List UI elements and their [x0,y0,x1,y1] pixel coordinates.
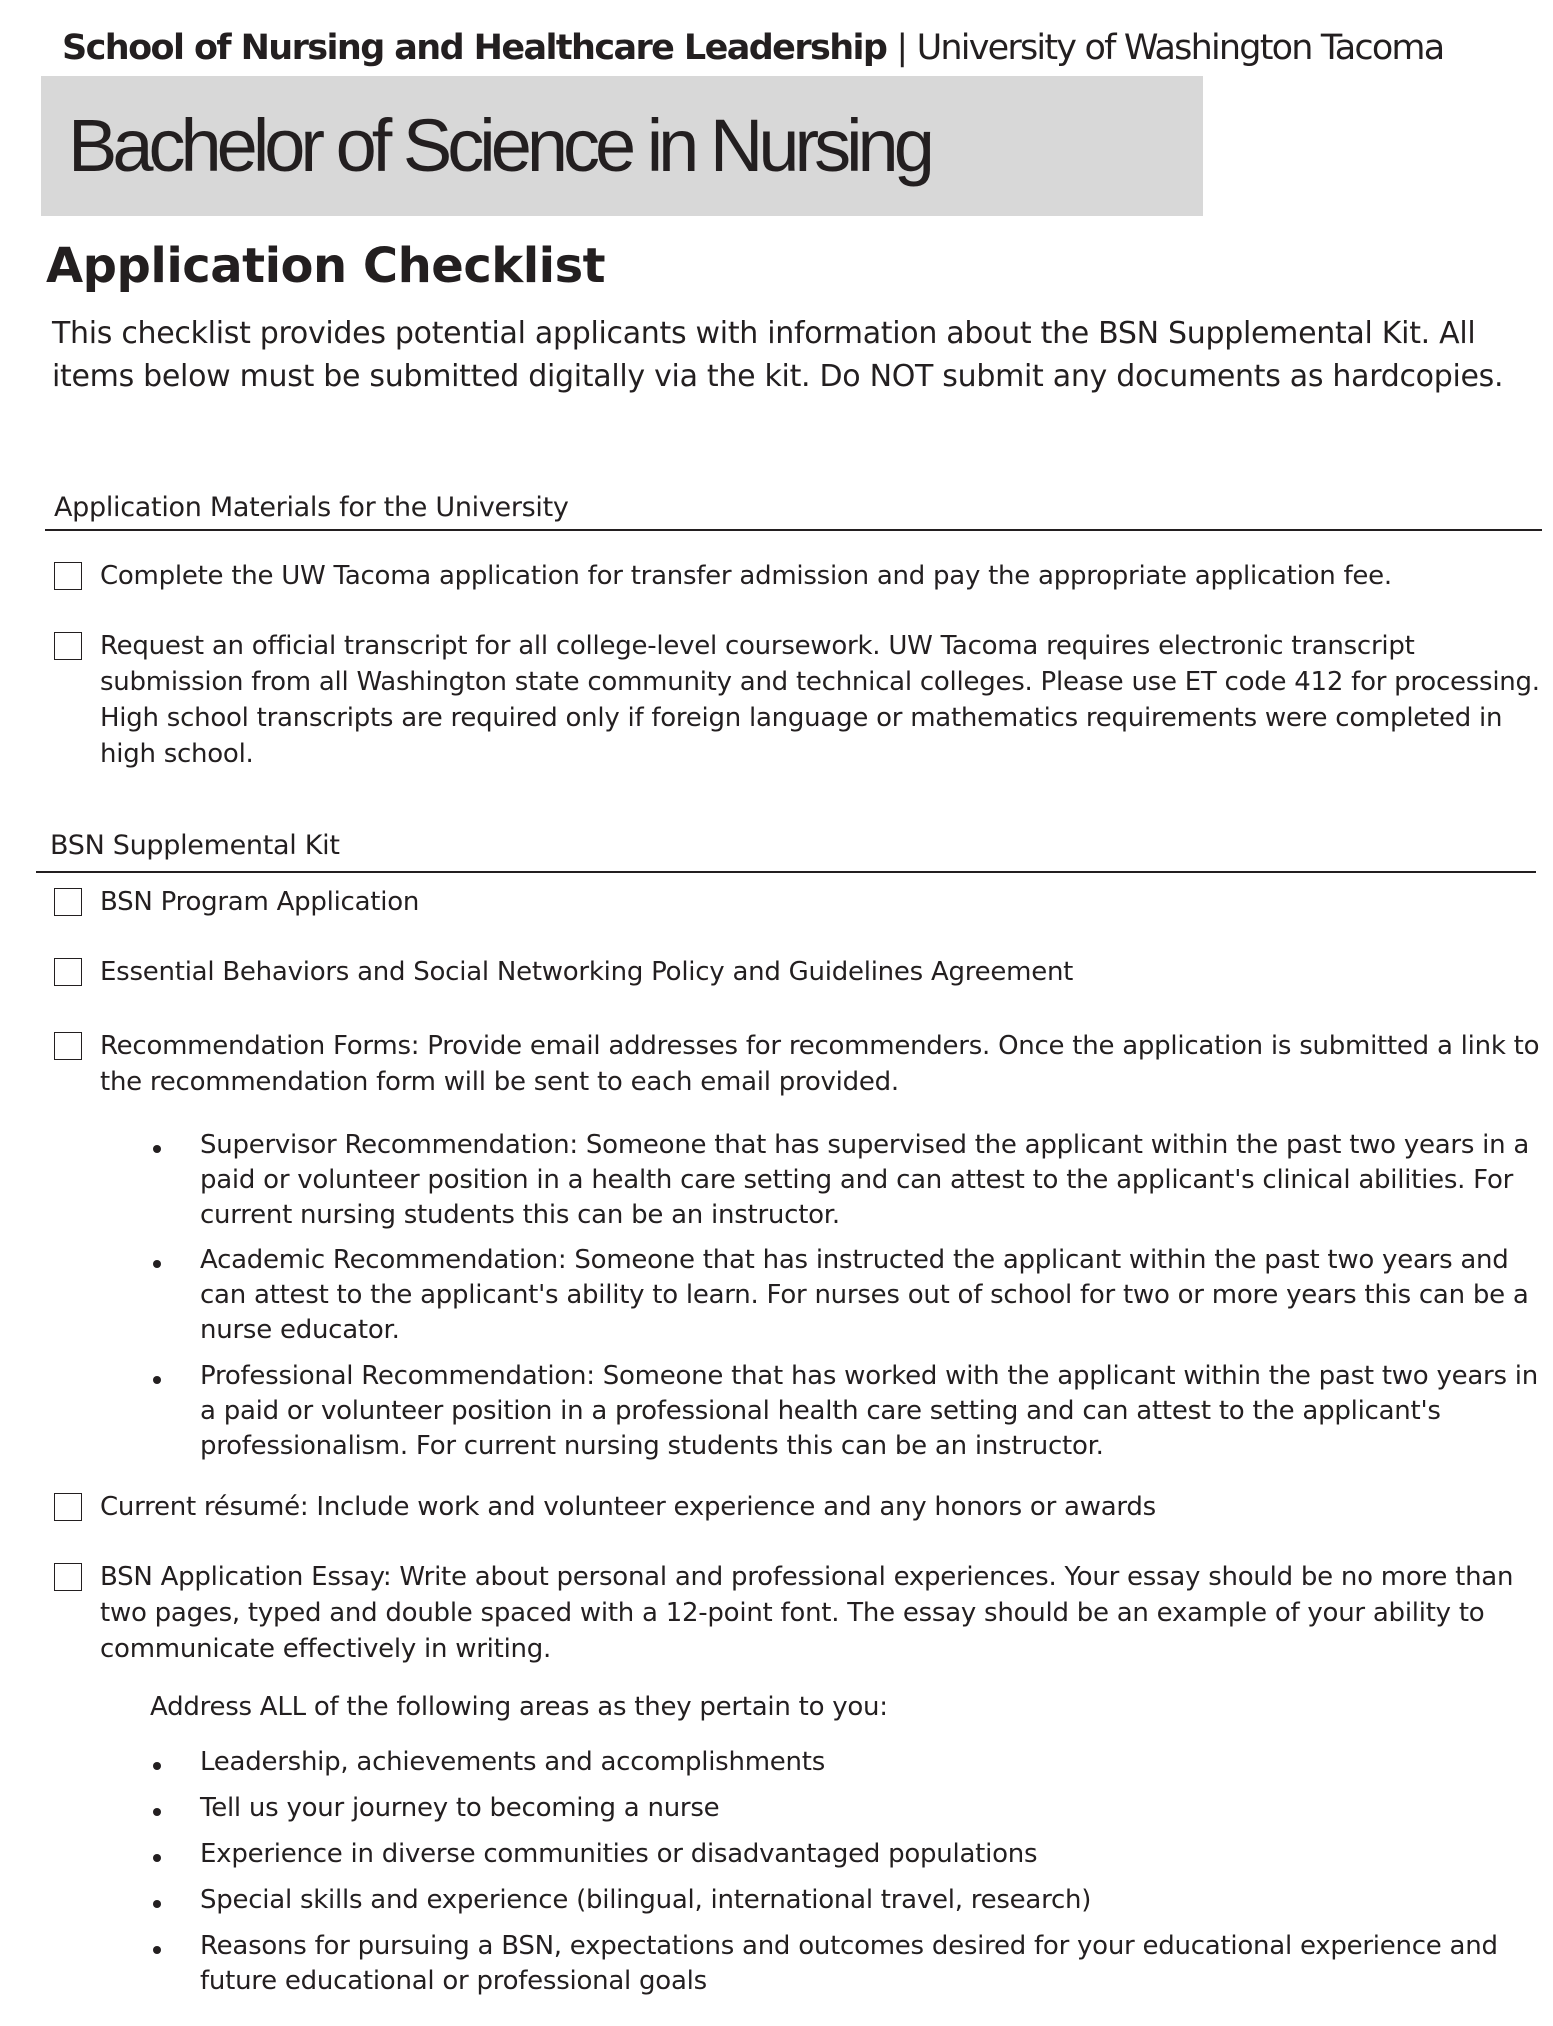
header-separator: | [896,28,907,68]
bullet-icon [153,1376,161,1384]
checkbox-application-essay[interactable] [54,1563,82,1591]
university-name: University of Washington Tacoma [916,28,1444,68]
recommendation-bullet: Academic Recommendation: Someone that has instructed the applicant within the past two years and can attest to the applicant's ability to learn. For nurses out of school for two or more years this can be a nurse educator. [200,1245,1529,1345]
page-title: Application Checklist [46,238,606,294]
bullet-icon [153,1946,161,1954]
school-name: School of Nursing and Healthcare Leadership [62,28,887,68]
essay-topic-bullet: Experience in diverse communities or disadvantaged populations [200,1839,1038,1869]
bullet-icon [153,1854,161,1862]
bullet-icon [153,1808,161,1816]
checklist-item-text: BSN Application Essay: Write about personal and professional experiences. Your essay should be no more than two pages, typed and double spaced with a 12-point font. The essay should be an example of your ability to communicate effectively in writing. [100,1562,1514,1664]
program-title: Bachelor of Science in Nursing [68,104,930,187]
checkbox-bsn-program-application[interactable] [54,888,82,916]
bullet-icon [153,1762,161,1770]
checkbox-transcript[interactable] [54,632,82,660]
section-heading-university: Application Materials for the University [54,492,569,523]
essay-subheading: Address ALL of the following areas as they pertain to you: [150,1692,888,1722]
checkbox-resume[interactable] [54,1493,82,1521]
checkbox-essential-behaviors[interactable] [54,958,82,986]
recommendation-bullet: Professional Recommendation: Someone that has worked with the applicant within the past two years in a paid or volunteer position in a professional health care setting and can attest to the applicant's professionalism. For current nursing students this can be an instructor. [200,1361,1538,1461]
checkbox-recommendation-forms[interactable] [54,1032,82,1060]
document-header [62,28,1443,68]
checklist-item-text: Current résumé: Include work and volunteer experience and any honors or awards [100,1492,1156,1522]
checklist-item-text: Recommendation Forms: Provide email addresses for recommenders. Once the application is submitted a link to the recommendation form will be sent to each email provided. [100,1031,1540,1097]
bullet-icon [153,1145,161,1153]
checklist-item-text: Essential Behaviors and Social Networking Policy and Guidelines Agreement [100,957,1074,987]
checkbox-uw-application[interactable] [54,562,82,590]
essay-topic-bullet: Special skills and experience (bilingual, international travel, research) [200,1885,1092,1915]
recommendation-bullet: Supervisor Recommendation: Someone that has supervised the applicant within the past two years in a paid or volunteer position in a health care setting and can attest to the applicant's clinical abilities. For current nursing students this can be an instructor. [200,1130,1530,1230]
bullet-icon [153,1260,161,1268]
checklist-item-text: Complete the UW Tacoma application for transfer admission and pay the appropriate application fee. [100,561,1392,591]
essay-topic-bullet: Tell us your journey to becoming a nurse [200,1793,720,1823]
checklist-item-text: Request an official transcript for all college-level coursework. UW Tacoma requires electronic transcript submission from all Washington state community and technical colleges. Please use ET code 412 for processing. High school transcripts are required only if foreign language or mathematics requirements were completed in high school. [100,631,1540,769]
section-divider [36,871,1536,873]
checklist-item-text: BSN Program Application [100,887,420,917]
essay-topic-bullet: Reasons for pursuing a BSN, expectations and outcomes desired for your educational experience and future educational or professional goals [200,1931,1498,1996]
section-divider [45,529,1542,531]
bullet-icon [153,1900,161,1908]
intro-paragraph: This checklist provides potential applicants with information about the BSN Supplemental Kit. All items below must be submitted digitally via the kit. Do NOT submit any documents as hardcopies. [52,316,1504,394]
section-heading-supplemental-kit: BSN Supplemental Kit [50,830,340,861]
essay-topic-bullet: Leadership, achievements and accomplishments [200,1747,825,1777]
